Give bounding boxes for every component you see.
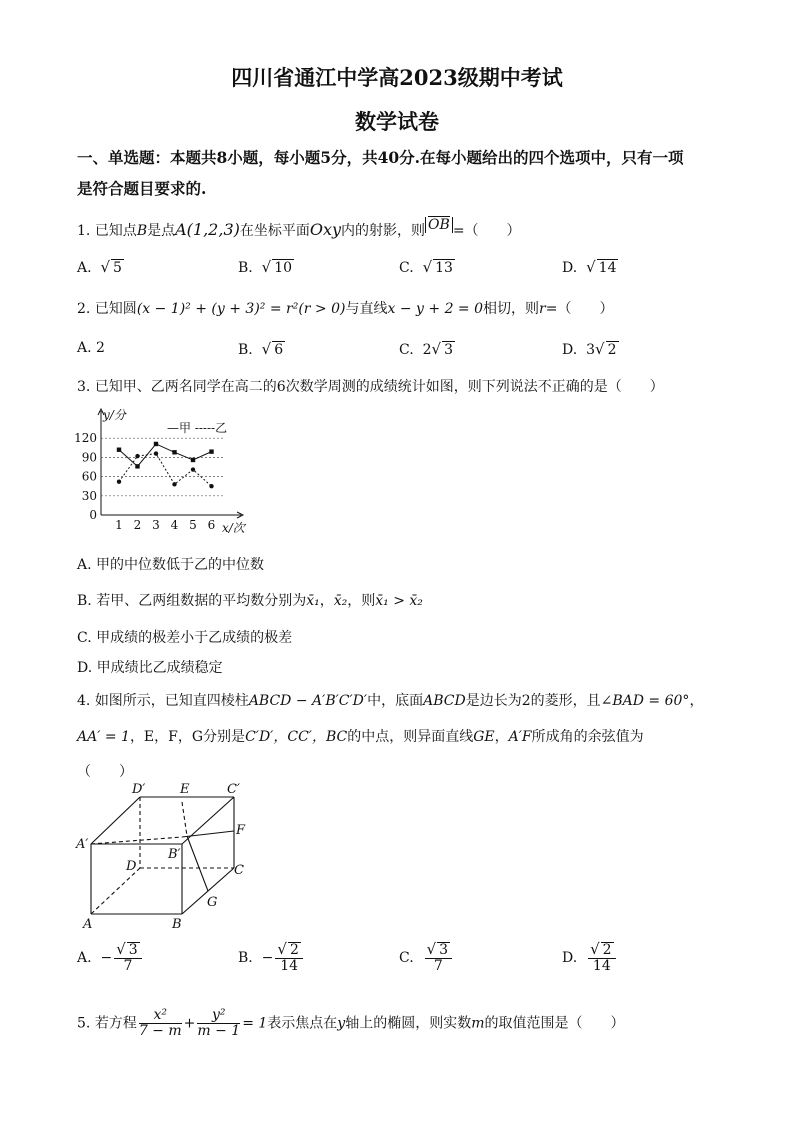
q5-m: m [471,1015,485,1032]
label-e: E [180,782,190,797]
label-c1: C′ [227,782,240,797]
q4-line-ge: GE [473,729,495,745]
series-2-point [154,451,158,455]
q1-text-1: 已知点 [94,223,137,239]
q4-edge-length: AA′ = 1 [77,729,130,745]
q3-number: 3. [77,379,91,395]
question-1 [77,217,521,240]
series-line-1 [119,444,212,466]
series-1-point [209,449,213,453]
q5-text: 若方程 [94,1015,137,1032]
q1-plane: Oxy [309,220,342,239]
label-g: G [207,895,218,910]
fraction-numerator: 2 [602,942,612,958]
label-b: B [172,917,182,932]
option-value: 14 [598,260,617,276]
sqrt-icon: √ [590,940,600,958]
q4-text: ， [494,729,509,745]
label-b1: B′ [168,847,181,862]
x-tick-label: 4 [170,518,179,532]
fraction-numerator: 3 [439,942,449,958]
option-value: 2 [96,340,105,356]
q4-line-af: A′F [508,729,532,745]
q4-text: 所成角的余弦值为 [531,729,644,745]
line-ge-hidden [182,802,187,836]
sqrt-icon: √ [431,340,442,358]
series-1-point [191,458,195,462]
option-label: D. [562,260,578,276]
q2-text-4: =（ ） [545,301,614,317]
fraction-denominator: 7 [123,958,133,974]
q4-option-c [399,942,454,974]
q5-fraction-2 [197,1008,240,1039]
option-label: A. [77,557,92,573]
q2-circle-equation: (x − 1)² + (y + 3)² = r²(r > 0) [136,301,346,317]
q1-text-4: 内的射影，则 [341,223,426,239]
q1-point-b: B [136,223,148,239]
x-axis-label: x/次 [222,521,245,535]
q4-text: ， [689,693,704,709]
chart-legend: —甲 -----乙 [167,421,228,435]
q1-text-5: =（ ） [452,223,521,239]
edge-b1c1 [182,797,234,844]
q1-option-a [77,258,124,276]
q1-option-d [562,258,618,276]
option-sign: − [261,950,274,966]
option-label: C. [77,630,92,646]
series-2-point [135,454,139,458]
q4-angle: ∠BAD = 60° [600,693,690,709]
option-text: 甲的中位数低于乙的中位数 [96,557,265,573]
q2-option-a [77,340,105,356]
q4-option-d [562,942,618,974]
q3-text: 已知甲、乙两名同学在高二的6次数学周测的成绩统计如图，则下列说法不正确的是（ ） [94,379,664,395]
q2-text-2: 与直线 [345,301,388,317]
option-label: B. [238,260,253,276]
q1-text-2: 是点 [147,223,176,239]
x-tick-label: 2 [133,518,142,532]
x-tick-label: 5 [189,518,197,532]
x-tick-label: 1 [115,518,123,532]
y-tick-label: 120 [74,431,97,446]
q3-option-d [77,657,223,677]
series-1-point [172,450,176,454]
series-2-point [117,480,121,484]
q2-option-b [238,340,285,358]
label-a: A [83,917,93,932]
option-label: B. [238,950,253,966]
q1-number: 1. [77,223,91,239]
fraction-denominator: m − 1 [197,1023,241,1039]
option-separator: ， [319,593,334,609]
series-2-point [209,484,213,488]
label-d: D [126,859,137,874]
mean-x2: x̄₂ [333,593,348,609]
exam-subtitle: 数学试卷 [355,109,439,134]
sqrt-icon: √ [422,258,433,276]
q1-option-b [238,258,294,276]
mean-x1: x̄₁ [306,593,320,609]
question-4-line3: （ ） [77,764,133,780]
option-then: ，则 [347,593,376,609]
line-a1f-hidden [91,837,182,844]
q4-option-a [77,942,144,974]
q5-text: 的取值范围是（ ） [484,1015,625,1032]
q1-text-3: 在坐标平面 [239,223,310,239]
exam-title: 四川省通江中学高2023级期中考试 [231,65,563,90]
q2-text-3: 相切，则 [483,301,540,317]
sqrt-icon: √ [116,940,126,958]
q3-option-a [77,554,264,574]
q2-r: r [539,301,546,317]
q4-option-b [238,942,305,974]
y-tick-label: 30 [81,488,97,503]
q5-text: 轴上的椭圆，则实数 [345,1015,472,1032]
q2-option-d [562,340,619,358]
q5-equals: = 1 [242,1015,268,1032]
label-d1: D′ [132,782,146,797]
question-4-line1 [77,690,703,710]
q1-point-a: A(1,2,3) [175,220,240,239]
option-text: 甲成绩比乙成绩稳定 [96,660,223,676]
prism-figure [74,782,264,934]
option-value: 3 [444,342,453,358]
x-tick-label: 6 [207,518,216,532]
fraction-numerator: 3 [128,942,138,958]
option-label: D. [562,950,578,966]
q4-prism: ABCD − A′B′C′D′ [248,693,368,709]
option-label: B. [77,593,92,609]
series-1-point [117,448,121,452]
q5-fraction-1 [139,1008,182,1039]
edge-d1a1 [91,797,140,844]
fraction-denominator: 14 [592,958,611,974]
y-axis-label: y/分 [103,408,126,422]
series-2-point [172,482,176,486]
sqrt-icon: √ [426,940,437,958]
q4-base: ABCD [423,693,466,709]
q3-option-b [77,590,423,610]
line-ge [187,836,208,891]
series-line-2 [119,454,212,487]
q4-text: 如图所示，已知直四棱柱 [94,693,249,709]
score-line-chart [74,405,268,535]
option-fraction [275,942,302,974]
option-label: A. [77,340,92,356]
q4-segments: C′D′，CC′，BC [245,729,348,745]
option-label: C. [399,342,414,358]
fraction-numerator: x² [139,1008,182,1024]
option-value: 6 [274,342,284,358]
q5-number: 5. [77,1015,91,1032]
option-label: D. [562,342,578,358]
mean-relation: x̄₁ > x̄₂ [375,593,423,609]
sqrt-icon: √ [261,258,272,276]
q2-number: 2. [77,301,91,317]
section-heading-line1: 一、单选题：本题共8小题，每小题5分，共40分.在每小题给出的四个选项中，只有一项 [77,148,684,167]
fraction-numerator: y² [197,1008,240,1024]
sqrt-icon: √ [586,258,596,276]
y-tick-label: 60 [81,469,97,484]
question-3 [77,376,664,396]
option-fraction [588,942,615,974]
q2-option-c [399,340,455,358]
q3-option-c [77,627,292,647]
series-1-point [135,464,139,468]
question-2 [77,298,613,318]
y-tick-label: 0 [89,508,97,522]
q4-text: 的中点，则异面直线 [347,729,474,745]
option-label: B. [238,342,253,358]
option-sign: − [100,950,113,966]
fraction-denominator: 7 [433,958,443,974]
q4-text: ，E，F，G分别是 [129,729,246,745]
series-1-point [154,442,158,446]
q4-number: 4. [77,693,91,709]
option-label: D. [77,660,93,676]
x-tick-label: 3 [152,518,160,532]
q2-line-equation: x − y + 2 = 0 [387,301,484,317]
q2-text-1: 已知圆 [94,301,137,317]
edge-da [91,868,140,914]
q4-text: 中，底面 [367,693,424,709]
sqrt-icon: √ [595,340,605,358]
q5-axis: y [337,1015,346,1032]
y-tick-label: 90 [81,450,97,465]
q4-text: 是边长为2的菱形，且 [465,693,601,709]
option-coef: 2 [422,342,432,358]
option-label: C. [399,950,414,966]
sqrt-icon: √ [100,258,111,276]
option-fraction [425,942,452,974]
q1-vector-magnitude [425,217,453,233]
option-value: 10 [274,260,293,276]
option-text: 甲成绩的极差小于乙成绩的极差 [96,630,293,646]
q1-option-c [399,258,455,276]
q5-text: 表示焦点在 [267,1015,338,1032]
option-value: 2 [607,342,617,358]
option-fraction [114,942,141,974]
label-c: C [234,863,244,878]
section-heading-line2: 是符合题目要求的. [77,179,207,198]
sqrt-icon: √ [277,940,287,958]
option-value: 5 [113,260,122,276]
fraction-denominator: 14 [280,958,299,974]
option-label: A. [77,260,92,276]
question-4-line2 [77,726,644,746]
series-2-point [191,467,195,471]
fraction-denominator: 7 − m [138,1023,182,1039]
fraction-numerator: 2 [289,942,299,958]
option-label: A. [77,950,92,966]
sqrt-icon: √ [261,340,272,358]
option-text: 若甲、乙两组数据的平均数分别为 [96,593,307,609]
option-coef: 3 [586,342,596,358]
q5-plus: + [183,1015,196,1032]
option-label: C. [399,260,414,276]
label-f: F [236,823,246,838]
label-a1: A′ [76,837,89,852]
q1-vector-ob: OB [428,217,450,233]
line-a1f [182,831,234,837]
question-5 [77,1008,625,1039]
option-value: 13 [435,260,453,276]
